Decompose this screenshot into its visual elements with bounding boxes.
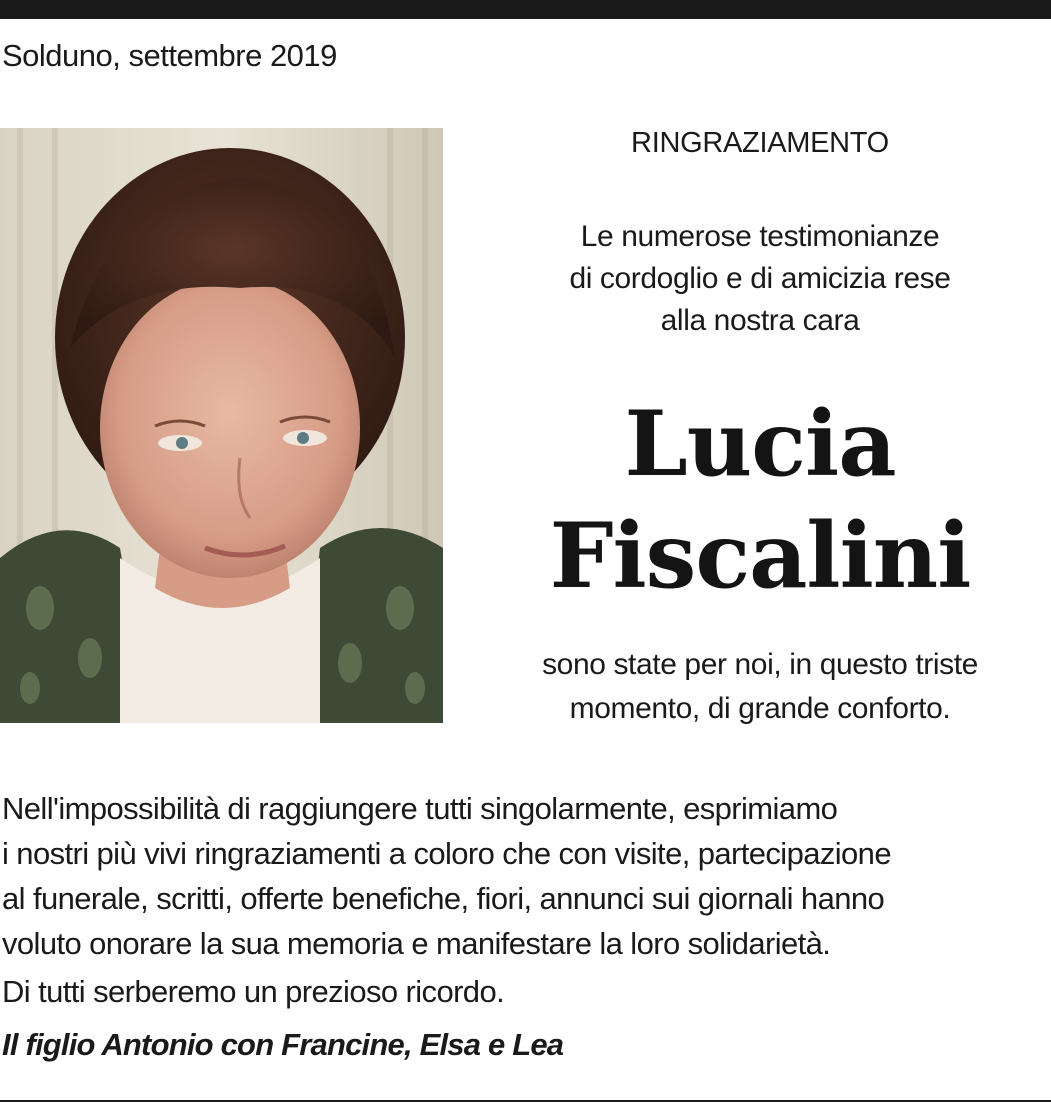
portrait-photo	[0, 128, 443, 723]
paragraph-line: al funerale, scritti, offerte benefiche, fiori, annunci sui giornali hanno	[2, 881, 885, 916]
closing-line: momento, di grande conforto.	[569, 692, 951, 725]
deceased-name	[470, 388, 1050, 612]
place-date: Solduno, settembre 2019	[2, 38, 337, 73]
intro-text	[470, 216, 1050, 342]
thanks-paragraph	[2, 786, 1047, 966]
family-signature: Il figlio Antonio con Francine, Elsa e Lea	[2, 1027, 564, 1062]
paragraph-line: Nell'impossibilità di raggiungere tutti singolarmente, esprimiamo	[2, 791, 838, 826]
first-name: Lucia	[624, 391, 896, 497]
closing-line: sono state per noi, in questo triste	[542, 648, 978, 681]
memory-line: Di tutti serberemo un prezioso ricordo.	[2, 974, 505, 1009]
top-rule	[0, 0, 1051, 19]
intro-line: alla nostra cara	[660, 304, 860, 337]
closing-text	[470, 643, 1050, 731]
intro-line: Le numerose testimonianze	[580, 220, 940, 253]
intro-line: di cordoglio e di amicizia rese	[569, 262, 951, 295]
paragraph-line: i nostri più vivi ringraziamenti a coloro che con visite, partecipazione	[2, 836, 891, 871]
bottom-rule	[0, 1100, 1051, 1102]
last-name: Fiscalini	[549, 503, 971, 609]
paragraph-line: voluto onorare la sua memoria e manifestare la loro solidarietà.	[2, 926, 831, 961]
notice-heading: RINGRAZIAMENTO	[631, 127, 889, 159]
